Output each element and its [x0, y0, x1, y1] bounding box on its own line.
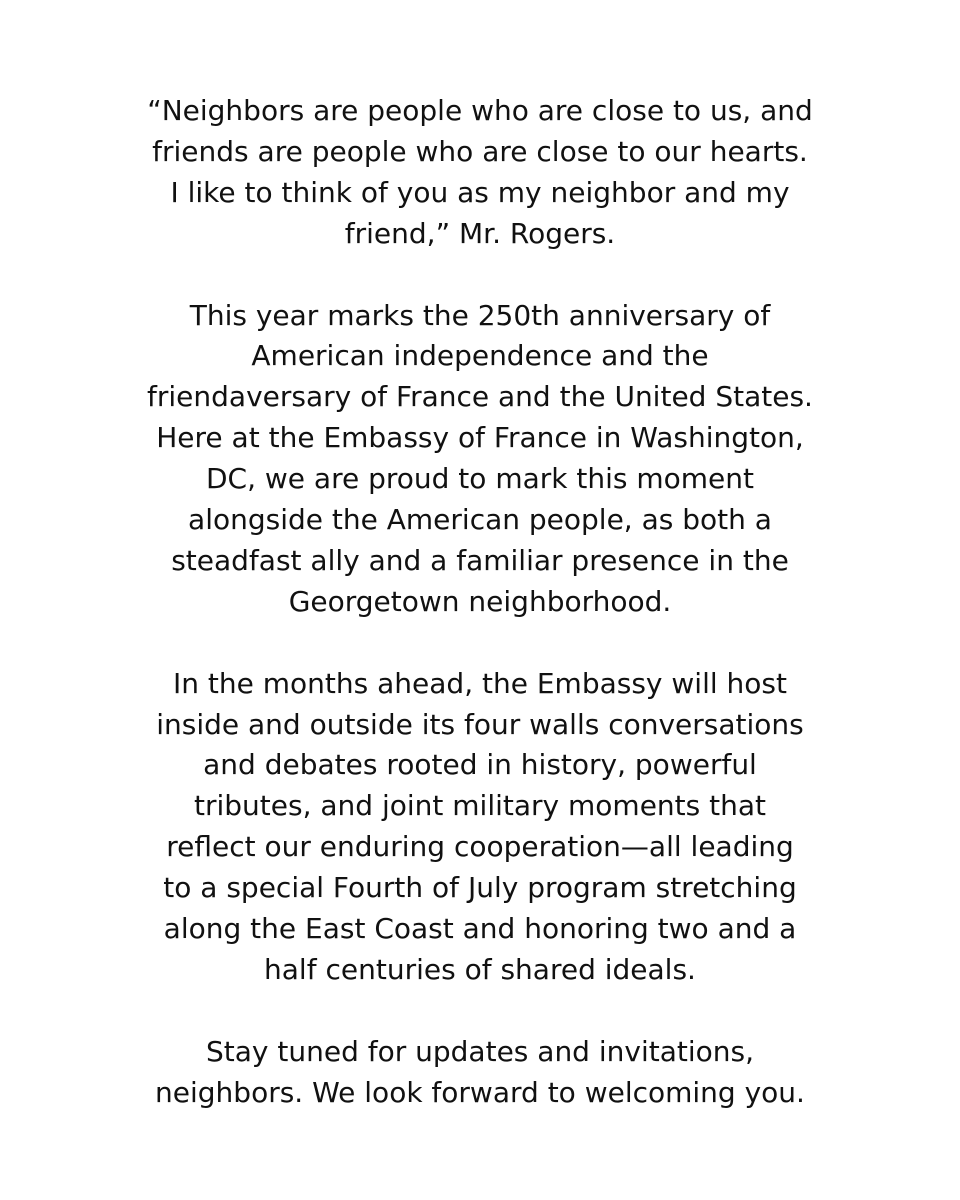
events-paragraph [100, 664, 860, 991]
paragraph-line: reflect our enduring cooperation—all leading [166, 830, 794, 864]
paragraph-line: steadfast ally and a familiar presence in the [171, 543, 789, 577]
paragraph-line: DC, we are proud to mark this moment [205, 462, 755, 496]
paragraph-line: In the months ahead, the Embassy will host [173, 666, 787, 700]
letter-body [100, 91, 860, 1114]
anniversary-paragraph [100, 296, 860, 623]
quote-paragraph [100, 91, 860, 255]
paragraph-line: tributes, and joint military moments that [194, 789, 766, 823]
paragraph-line: along the East Coast and honoring two and a [163, 912, 797, 946]
paragraph-line: Georgetown neighborhood. [288, 584, 672, 618]
paragraph-line: and debates rooted in history, powerful [203, 748, 757, 782]
paragraph-line: alongside the American people, as both a [188, 503, 772, 537]
paragraph-line: friendaversary of France and the United States. [147, 380, 813, 414]
paragraph-line: American independence and the [251, 339, 709, 373]
paragraph-line: neighbors. We look forward to welcoming you. [155, 1075, 805, 1109]
paragraph-line: half centuries of shared ideals. [264, 953, 696, 986]
paragraph-line: Here at the Embassy of France in Washington, [156, 421, 804, 455]
paragraph-line: This year marks the 250th anniversary of [189, 298, 771, 332]
paragraph-line: I like to think of you as my neighbor and my [170, 175, 790, 209]
paragraph-line: to a special Fourth of July program stretching [163, 871, 797, 905]
closing-paragraph [100, 1032, 860, 1114]
paragraph-line: “Neighbors are people who are close to us, and [147, 94, 813, 127]
paragraph-line: Stay tuned for updates and invitations, [205, 1034, 754, 1068]
paragraph-line: friends are people who are close to our hearts. [152, 134, 808, 168]
paragraph-line: inside and outside its four walls conversations [156, 707, 804, 741]
paragraph-line: friend,” Mr. Rogers. [344, 216, 616, 250]
